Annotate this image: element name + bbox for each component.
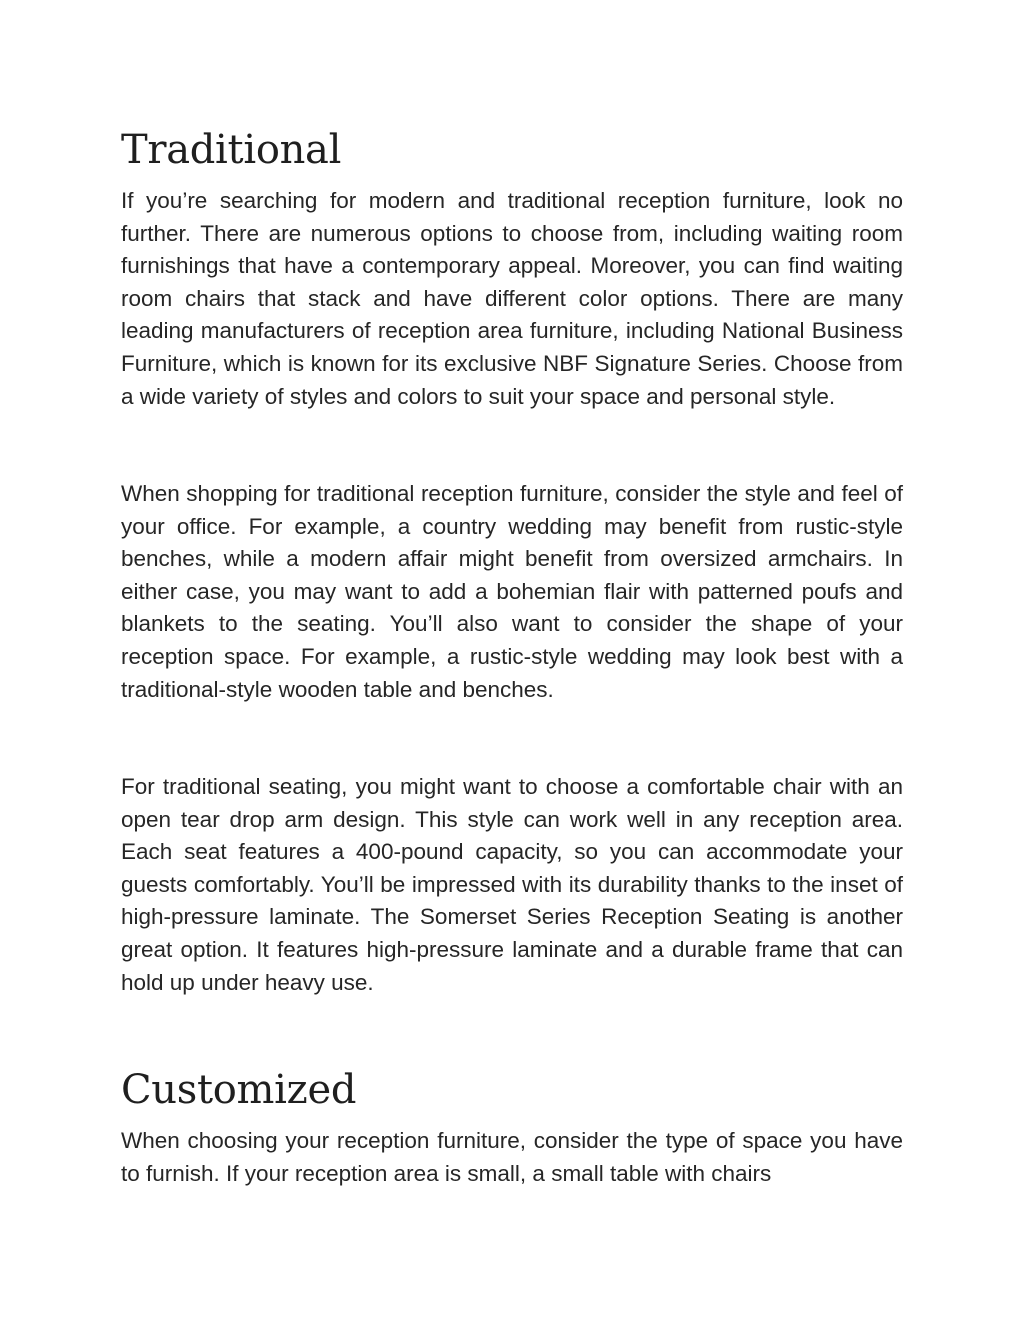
paragraph: When shopping for traditional reception furniture, consider the style and feel of your office. For example, a country wedding may benefit from rustic-style benches, while a modern affair might benefit from oversized armchairs. In either case, you may want to add a bohemian flair with patterned poufs and blankets to the seating. You’ll also want to consider the shape of your reception space. For example, a rustic-style wedding may look best with a traditional-style wooden table and benches. [121,481,903,702]
section-heading-customized: Customized [121,1067,357,1113]
paragraph: For traditional seating, you might want to choose a comfortable chair with an open tear drop arm design. This style can work well in any reception area. Each seat features a 400-pound capacity, so you can accommodate your guests comfortably. You’ll be impressed with its durability thanks to the inset of high-pressure laminate. The Somerset Series Reception Seating is another great option. It features high-pressure laminate and a durable frame that can hold up under heavy use. [121,774,903,995]
paragraph: When choosing your reception furniture, consider the type of space you have to furnish. If your reception area is small, a small table with chairs [121,1128,903,1186]
section-heading-traditional: Traditional [121,127,342,173]
paragraph: If you’re searching for modern and traditional reception furniture, look no further. There are numerous options to choose from, including waiting room furnishings that have a contemporary appeal. Moreover, you can find waiting room chairs that stack and have different color options. There are many leading manufacturers of reception area furniture, including National Business Furniture, which is known for its exclusive NBF Signature Series. Choose from a wide variety of styles and colors to suit your space and personal style. [121,188,903,409]
